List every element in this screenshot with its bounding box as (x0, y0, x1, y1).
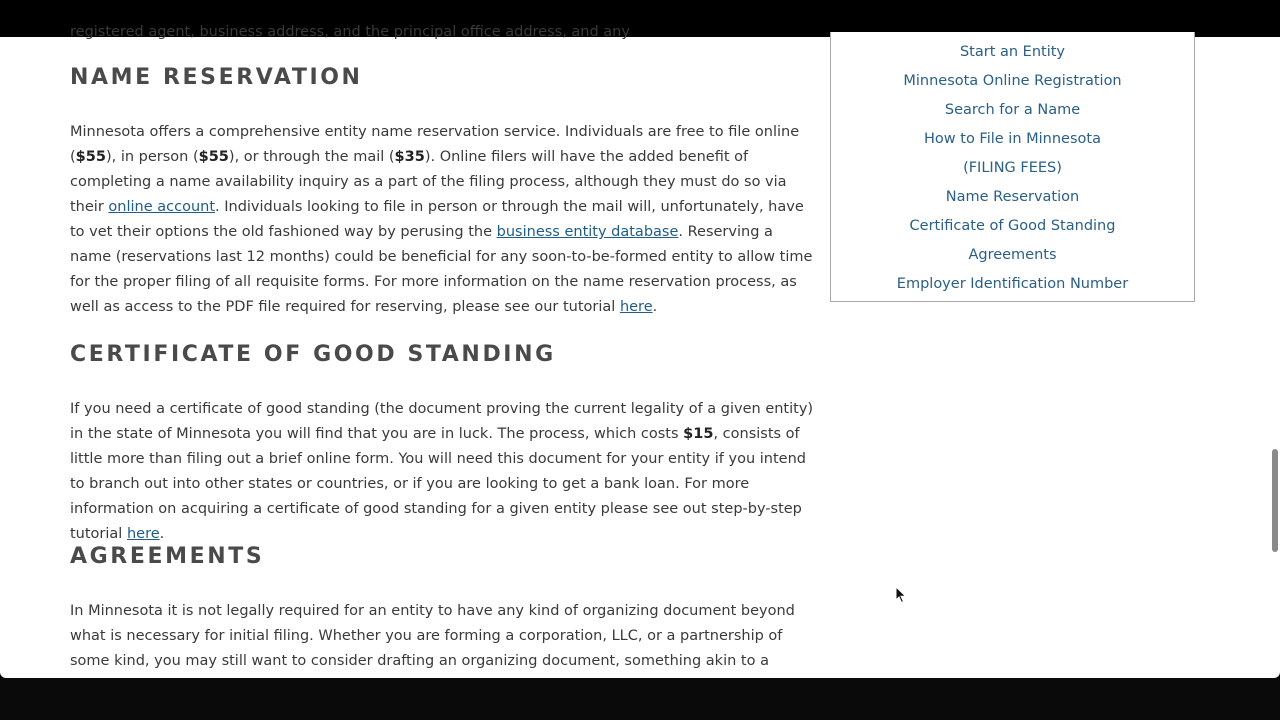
text-run: ), or through the mail ( (228, 149, 395, 165)
text-run: . Individuals looking to file in person or through the mail will, unfortunately, have to vet their options the old fashioned way by perusing the (70, 199, 804, 240)
heading-agreements: AGREEMENTS (70, 544, 265, 569)
business-entity-database-link[interactable]: business entity database (496, 224, 679, 240)
online-account-link[interactable]: online account (108, 199, 216, 215)
text-run: If you need a certificate of good standing (the document proving the current legality of a given entity) in the state of Minnesota you will find that you are in luck. The process, which costs (70, 401, 814, 442)
fee-mail: $35 (394, 149, 425, 165)
bottom-letterbox-bar (0, 678, 1280, 720)
browser-viewport (0, 24, 1280, 678)
good-standing-tutorial-link[interactable]: here (126, 526, 160, 542)
fee-good-standing: $15 (683, 426, 714, 442)
sidebar-item-ein[interactable]: Employer Identification Number (896, 276, 1129, 292)
heading-good-standing: CERTIFICATE OF GOOD STANDING (70, 342, 556, 367)
paragraph-good-standing (70, 397, 815, 547)
sidebar-link-list (831, 38, 1194, 299)
sidebar-item-filing-fees[interactable]: (FILING FEES) (963, 160, 1062, 176)
sidebar-item-how-to-file[interactable]: How to File in Minnesota (924, 131, 1101, 147)
text-run: Minnesota offers a comprehensive entity name reservation service. Individuals are free to file online ( (70, 124, 800, 165)
mouse-pointer-icon (895, 586, 907, 604)
sidebar-item-agreements[interactable]: Agreements (968, 247, 1057, 263)
text-run: . (652, 299, 658, 315)
fee-in-person: $55 (198, 149, 229, 165)
text-run: , consists of little more than filing out a brief online form. You will need this document for your entity if you intend to branch out into other states or countries, or if you are looking to get a bank loan. For more information on acquiring a certificate of good standing for a given entity please see out step-by-step tutorial (70, 426, 806, 542)
paragraph-name-reservation (70, 120, 815, 320)
text-run: ), in person ( (105, 149, 199, 165)
text-run: . (159, 526, 165, 542)
heading-name-reservation: NAME RESERVATION (70, 65, 363, 90)
sidebar-item-search-for-a-name[interactable]: Search for a Name (944, 102, 1081, 118)
name-reservation-tutorial-link[interactable]: here (619, 299, 653, 315)
sidebar-item-good-standing[interactable]: Certificate of Good Standing (909, 218, 1116, 234)
text-run: ). Online filers will have the added benefit of completing a name availability inquiry as a part of the filing process, although they must do so via their (70, 149, 787, 215)
scrollbar-thumb[interactable] (1272, 449, 1278, 552)
sidebar-item-online-registration[interactable]: Minnesota Online Registration (903, 73, 1122, 89)
paragraph-agreements: In Minnesota it is not legally required for an entity to have any kind of organizing document beyond what is necessary for initial filing. Whether you are forming a corporation, LLC, or a partnership of some kind, you may still want to consider drafting an organizing document, something akin to a (70, 603, 795, 669)
sidebar-item-name-reservation[interactable]: Name Reservation (945, 189, 1080, 205)
sidebar-item-start-an-entity[interactable]: Start an Entity (959, 44, 1066, 60)
vertical-scrollbar[interactable] (1269, 37, 1280, 678)
clipped-text-line: registered agent, business address, and the principal office address, and any (70, 24, 630, 40)
fee-online: $55 (75, 149, 106, 165)
text-run: . Reserving a name (reservations last 12 months) could be beneficial for any soon-to-be-formed entity to allow time for the proper filing of all requisite forms. For more information on the name reservation process, as well as access to the PDF file required for reserving, please see our tutorial (70, 224, 813, 315)
sidebar-table-of-contents (830, 32, 1195, 302)
